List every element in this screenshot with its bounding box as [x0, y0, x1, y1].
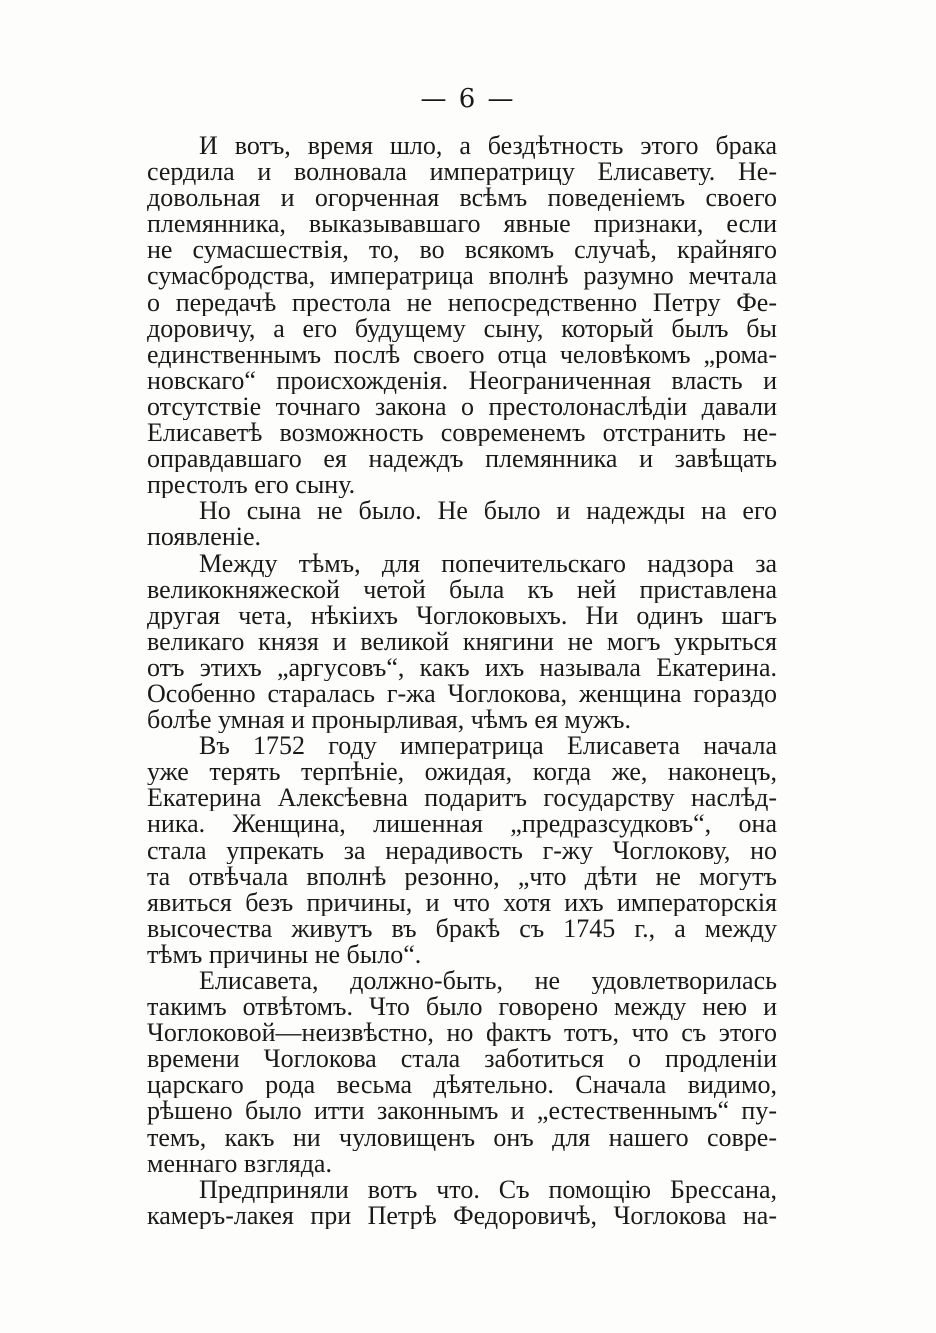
text-line: та отвѣчала вполнѣ резонно, „что дѣти не могутъ: [147, 863, 777, 890]
text-line: единственнымъ послѣ своего отца человѣкомъ „рома-: [147, 341, 777, 368]
text-line: уже терять терпѣніе, ожидая, когда же, наконецъ,: [147, 759, 777, 786]
text-line: меннаго взгляда.: [147, 1150, 332, 1177]
text-line: тѣмъ причины не было“.: [147, 941, 422, 968]
text-line: высочества живутъ въ бракѣ съ 1745 г., а между: [147, 915, 777, 942]
text-line: сумасбродства, императрица вполнѣ разумно мечтала: [147, 263, 777, 290]
text-line: Въ 1752 году императрица Елисавета начала: [199, 733, 777, 760]
page-number: — 6 —: [420, 84, 516, 114]
text-line: царскаго рода весьма дѣятельно. Сначала видимо,: [147, 1072, 777, 1099]
text-line: племянника, выказывавшаго явные признаки, если: [147, 211, 777, 238]
text-line: Елисаветѣ возможность современемъ отстранить не-: [147, 420, 777, 447]
text-line: Между тѣмъ, для попечительскаго надзора за: [199, 550, 777, 577]
text-line: отъ этихъ „аргусовъ“, какъ ихъ называла Екатерина.: [147, 654, 777, 681]
text-line: ника. Женщина, лишенная „предразсудковъ“, она: [147, 811, 777, 838]
text-line: Екатерина Алексѣевна подаритъ государству наслѣд-: [147, 785, 777, 812]
text-line: великокняжеской четой была къ ней приставлена: [147, 576, 777, 603]
text-line: доровичу, а его будущему сыну, который былъ бы: [147, 315, 777, 342]
text-line: темъ, какъ ни чуловищенъ онъ для нашего совре-: [147, 1124, 777, 1151]
text-line: Предприняли вотъ что. Съ помощію Брессана,: [199, 1176, 777, 1203]
text-line: И вотъ, время шло, а бездѣтность этого брака: [199, 133, 777, 160]
text-line: стала упрекать за нерадивость г-жу Чоглокову, но: [147, 837, 777, 864]
text-line: явиться безъ причины, и что хотя ихъ императорскія: [147, 889, 777, 916]
text-line: оправдавшаго ея надеждъ племянника и завѣщать: [147, 446, 777, 473]
text-line: Но сына не было. Не было и надежды на его: [199, 498, 777, 525]
text-line: камеръ-лакея при Петрѣ Федоровичѣ, Чоглокова на-: [147, 1202, 777, 1229]
text-line: довольная и огорченная всѣмъ поведеніемъ своего: [147, 185, 777, 212]
text-line: такимъ отвѣтомъ. Что было говорено между нею и: [147, 994, 777, 1021]
text-line: рѣшено было итти законнымъ и „естественнымъ“ пу-: [147, 1098, 777, 1125]
text-line: великаго князя и великой княгини не могъ укрыться: [147, 628, 777, 655]
text-line: другая чета, нѣкіихъ Чоглоковыхъ. Ни одинъ шагъ: [147, 602, 777, 629]
text-line: отсутствіе точнаго закона о престолонаслѣдіи давали: [147, 393, 777, 421]
text-line: Чоглоковой—неизвѣстно, но фактъ тотъ, что съ этого: [147, 1020, 777, 1047]
text-line: Елисавета, должно-быть, не удовлетворилась: [199, 968, 777, 995]
text-line: не сумасшествія, то, во всякомъ случаѣ, крайняго: [147, 237, 777, 264]
text-line: болѣе умная и пронырливая, чѣмъ ея мужъ.: [147, 707, 631, 734]
text-line: появленіе.: [147, 524, 262, 551]
text-line: новскаго“ происхожденія. Неограниченная власть и: [147, 367, 777, 394]
text-line: престолъ его сыну.: [147, 472, 356, 499]
text-line: сердила и волновала императрицу Елисавету. Не-: [147, 159, 777, 186]
body-text: [147, 133, 777, 1229]
text-line: Особенно старалась г-жа Чоглокова, женщина гораздо: [147, 680, 777, 708]
text-line: о передачѣ престола не непосредственно Петру Фе-: [147, 289, 777, 316]
text-line: времени Чоглокова стала заботиться о продленіи: [147, 1046, 777, 1073]
